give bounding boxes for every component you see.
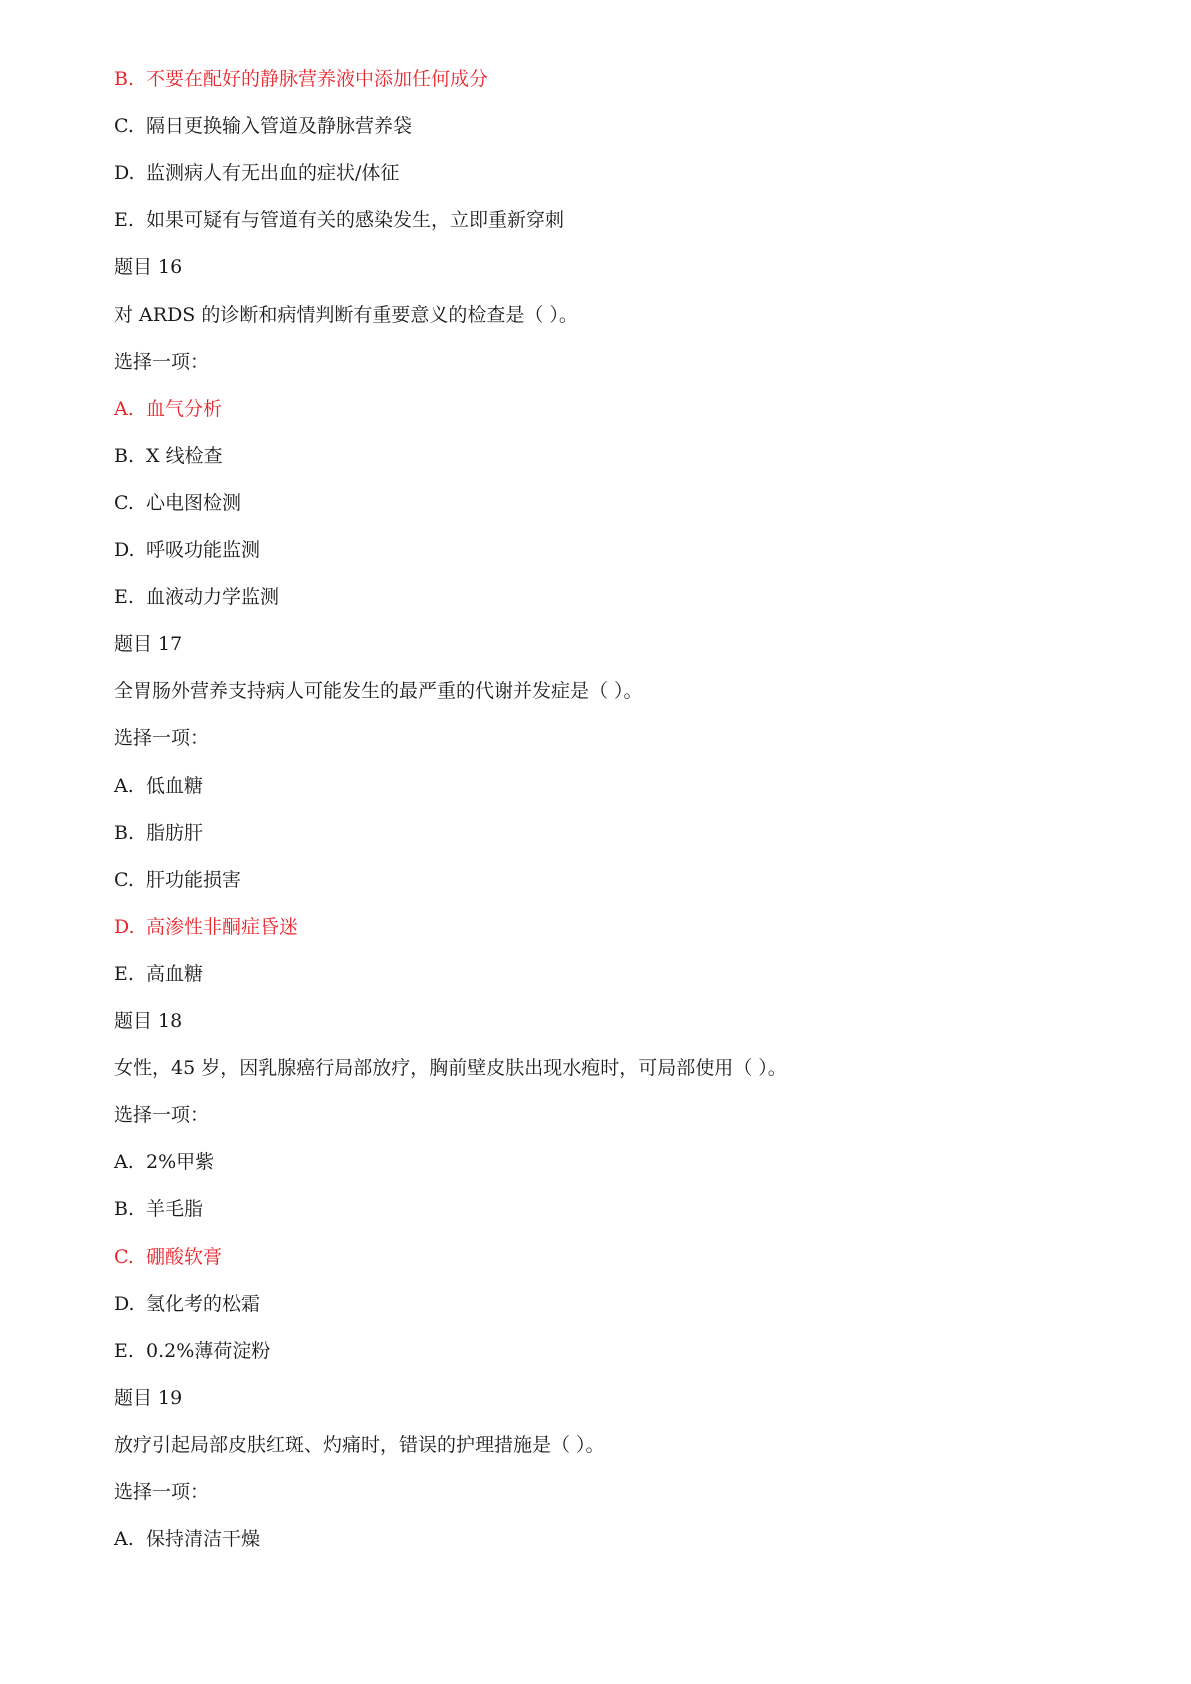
option-text: 0.2%薄荷淀粉 [146,1339,271,1362]
option-letter: B. [114,444,135,467]
option-letter: B. [114,821,135,844]
question-number: 题目 16 [114,256,183,279]
option-letter: E. [114,1339,134,1362]
answer-option [114,865,241,895]
answer-option [114,582,279,612]
answer-option [114,441,223,471]
option-letter: E. [114,962,134,985]
option-letter: D. [114,539,135,561]
answer-option-correct [114,64,488,94]
answer-option [114,158,399,188]
choose-one-prompt: 选择一项： [114,350,210,373]
answer-option [114,1194,203,1224]
option-text: 低血糖 [146,774,204,797]
option-text: 硼酸软膏 [146,1245,223,1268]
option-letter: C. [114,868,134,891]
choose-one-prompt: 选择一项： [114,1481,210,1503]
option-text: 不要在配好的静脉营养液中添加任何成分 [146,68,489,90]
answer-option [114,1289,260,1319]
choose-one-prompt: 选择一项： [114,1104,210,1127]
option-letter: B. [114,68,135,90]
answer-option-correct [114,394,222,424]
question-stem: 女性，45 岁，因乳腺癌行局部放疗，胸前壁皮肤出现水疱时，可局部使用（ ）。 [114,1057,787,1080]
answer-option [114,959,203,989]
question-number: 题目 17 [114,633,183,656]
option-letter: B. [114,1198,135,1221]
option-text: 保持清洁干燥 [146,1528,261,1551]
option-letter: D. [114,1292,135,1315]
answer-option [114,771,203,801]
question-number: 题目 19 [114,1386,183,1409]
option-text: 肝功能损害 [146,868,242,891]
answer-option-correct [114,1242,222,1272]
option-text: 脂肪肝 [146,821,204,844]
option-text: 监测病人有无出血的症状/体征 [146,162,400,185]
answer-option [114,1147,214,1177]
option-letter: D. [114,915,135,938]
option-letter: C. [114,491,134,514]
option-text: 如果可疑有与管道有关的感染发生，立即重新穿刺 [146,209,565,232]
answer-option [114,818,203,848]
option-letter: A. [114,1528,134,1551]
option-letter: C. [114,1245,134,1268]
option-letter: D. [114,162,135,185]
option-text: 血气分析 [146,397,223,420]
question-stem: 全胃肠外营养支持病人可能发生的最严重的代谢并发症是（ ）。 [114,680,643,703]
option-letter: A. [114,1151,134,1174]
question-stem: 放疗引起局部皮肤红斑、灼痛时，错误的护理措施是（ ）。 [114,1433,605,1456]
answer-option [114,1336,270,1366]
answer-option [114,535,260,565]
answer-option [114,111,412,141]
option-text: 心电图检测 [146,491,242,514]
answer-option [114,488,241,518]
option-text: 羊毛脂 [146,1198,204,1221]
answer-option [114,205,564,235]
option-text: 氢化考的松霜 [146,1292,261,1315]
option-letter: C. [114,115,134,138]
option-text: 高渗性非酮症昏迷 [146,915,299,938]
option-letter: A. [114,397,134,420]
answer-option [114,1524,260,1554]
answer-option-correct [114,912,298,942]
question-stem: 对 ARDS 的诊断和病情判断有重要意义的检查是（ ）。 [114,303,578,326]
option-letter: E. [114,586,134,609]
option-text: 血液动力学监测 [146,586,280,609]
option-text: 高血糖 [146,962,204,985]
option-text: 2%甲紫 [146,1151,215,1174]
question-number: 题目 18 [114,1010,183,1032]
option-text: 呼吸功能监测 [146,539,261,561]
option-text: X 线检查 [146,444,223,467]
choose-one-prompt: 选择一项： [114,727,210,750]
option-text: 隔日更换输入管道及静脉营养袋 [146,115,413,138]
option-letter: E. [114,209,134,232]
option-letter: A. [114,774,134,797]
